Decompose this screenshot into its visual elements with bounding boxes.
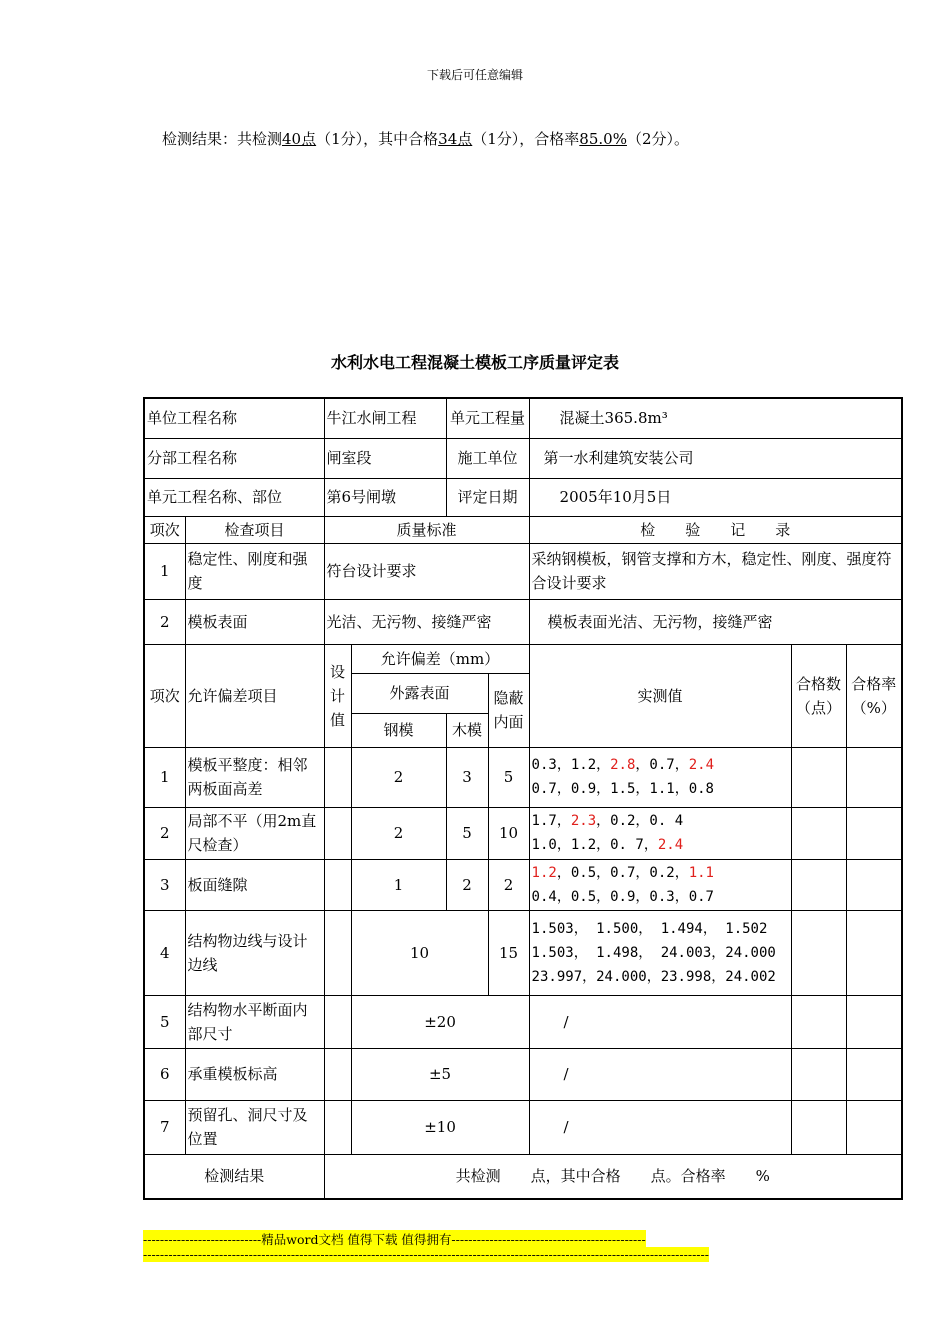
element-label: 单元工程名称、部位 — [144, 478, 324, 516]
check-row-record: 采纳钢模板，钢管支撑和方木，稳定性、刚度、强度符合设计要求 — [529, 543, 902, 599]
out-of-tolerance-value: 2.4 — [688, 757, 715, 773]
out-of-tolerance-value: 1.1 — [688, 864, 714, 881]
table-row: 6 承重模板标高 ±5 / — [144, 1048, 902, 1100]
out-of-tolerance-value: 1.2 — [531, 864, 557, 881]
check-row-standard: 光洁、无污物、接缝严密 — [324, 599, 529, 644]
check-row-no: 1 — [144, 543, 185, 599]
table-row: 3 板面缝隙 1 2 2 1.2，0.5，0.7，0.2，1.1 0.4，0.5，0.9，0.3，0.7 — [144, 859, 902, 910]
page-note: 下载后可任意编辑 — [426, 68, 523, 82]
contractor-value: 第一水利建筑安装公司 — [529, 438, 902, 478]
footer-banner-line1: ----------------------------精品word文档 值得下载 值得拥有---------------------------------------------- — [143, 1232, 646, 1247]
table-row: 4 结构物边线与设计边线 10 15 1.503， 1.500， 1.494， 1.502 1.503， 1.498， 24.003，24.000 23.997，24.000，23.998，24.002 — [144, 910, 902, 995]
measured-value: ，0.5，0.7，0.2， — [556, 864, 689, 881]
dev-header-no: 项次 — [144, 644, 185, 747]
measured-value: ，0.7， — [635, 757, 689, 773]
dev-header-qualified-rate: 合格率（%） — [846, 644, 902, 747]
measured-value: 0.3，1.2， — [531, 757, 611, 773]
date-value: 2005年10月5日 — [529, 478, 902, 516]
element-value: 第6号闸墩 — [324, 478, 446, 516]
check-row-item: 模板表面 — [185, 599, 324, 644]
dev-header-steel: 钢模 — [351, 713, 446, 747]
sub-project-value: 闸室段 — [324, 438, 446, 478]
dev-header-item: 允许偏差项目 — [185, 644, 324, 747]
dev-header-exposed: 外露表面 — [351, 673, 488, 713]
unit-project-value: 牛江水闸工程 — [324, 398, 446, 438]
top-result-line: 检测结果：共检测40点（1分），其中合格34点（1分），合格率85.0%（2分）。 — [162, 130, 689, 148]
sub-project-label: 分部工程名称 — [144, 438, 324, 478]
check-row-item: 稳定性、刚度和强度 — [185, 543, 324, 599]
dev-header-qualified-count: 合格数（点） — [791, 644, 846, 747]
pass-rate: 85.0% — [579, 130, 627, 148]
measured-value: 1.0，1.2，0. 7， — [531, 837, 658, 853]
form-title: 水利水电工程混凝土模板工序质量评定表 — [330, 353, 619, 372]
measured-line — [532, 753, 789, 777]
measured-line — [532, 861, 789, 885]
date-label: 评定日期 — [446, 478, 529, 516]
check-header-record: 检 验 记 录 — [529, 516, 902, 543]
total-count: 40点 — [282, 130, 317, 148]
summary-text: 共检测 点，其中合格 点。合格率 % — [324, 1154, 902, 1199]
unit-quantity-label: 单元工程量 — [446, 398, 529, 438]
table-row: 7 预留孔、洞尺寸及位置 ±10 / — [144, 1100, 902, 1154]
measured-value: 0.4，0.5，0.9，0.3，0.7 — [531, 888, 714, 905]
check-row-record: 模板表面光洁、无污物，接缝严密 — [529, 599, 902, 644]
out-of-tolerance-value: 2.4 — [657, 837, 684, 853]
measured-values — [529, 747, 791, 807]
check-header-standard: 质量标准 — [324, 516, 529, 543]
measured-value: 1.7， — [531, 813, 571, 829]
summary-label: 检测结果 — [144, 1154, 324, 1199]
unit-project-label: 单位工程名称 — [144, 398, 324, 438]
dev-header-allow: 允许偏差（mm） — [351, 644, 529, 673]
measured-line — [532, 809, 789, 833]
contractor-label: 施工单位 — [446, 438, 529, 478]
measured-line — [532, 885, 789, 909]
table-row: 1 模板平整度：相邻两板面高差 2 3 5 0.3，1.2，2.8，0.7，2.4 0.7，0.9，1.5，1.1，0.8 — [144, 747, 902, 807]
evaluation-table — [143, 397, 903, 1200]
measured-values — [529, 859, 791, 910]
measured-values: 1.503， 1.500， 1.494， 1.502 1.503， 1.498， 24.003，24.000 23.997，24.000，23.998，24.002 — [529, 910, 791, 995]
measured-values — [529, 807, 791, 859]
check-row-standard: 符台设计要求 — [324, 543, 529, 599]
out-of-tolerance-value: 2.8 — [610, 757, 636, 773]
measured-line — [532, 777, 789, 801]
dev-header-wood: 木模 — [446, 713, 488, 747]
dev-header-hidden: 隐蔽内面 — [488, 673, 529, 747]
measured-value: 0.7，0.9，1.5，1.1，0.8 — [531, 781, 714, 797]
footer-banner-line2: -------------------------------------------------------------------------------------------------------------------------------------- — [143, 1247, 709, 1262]
table-row: 2 局部不平（用2m直尺检查） 2 5 10 1.7，2.3，0.2，0. 4 1.0，1.2，0. 7，2.4 — [144, 807, 902, 859]
measured-line — [532, 833, 789, 857]
out-of-tolerance-value: 2.3 — [570, 813, 597, 829]
dev-header-design: 设计值 — [324, 644, 351, 747]
passed-count: 34点 — [438, 130, 473, 148]
measured-value: ，0.2，0. 4 — [596, 813, 684, 829]
check-header-no: 项次 — [144, 516, 185, 543]
check-row-no: 2 — [144, 599, 185, 644]
unit-quantity-value: 混凝土365.8m³ — [529, 398, 902, 438]
dev-header-measured: 实测值 — [529, 644, 791, 747]
check-header-item: 检查项目 — [185, 516, 324, 543]
table-row: 5 结构物水平断面内部尺寸 ±20 / — [144, 995, 902, 1048]
